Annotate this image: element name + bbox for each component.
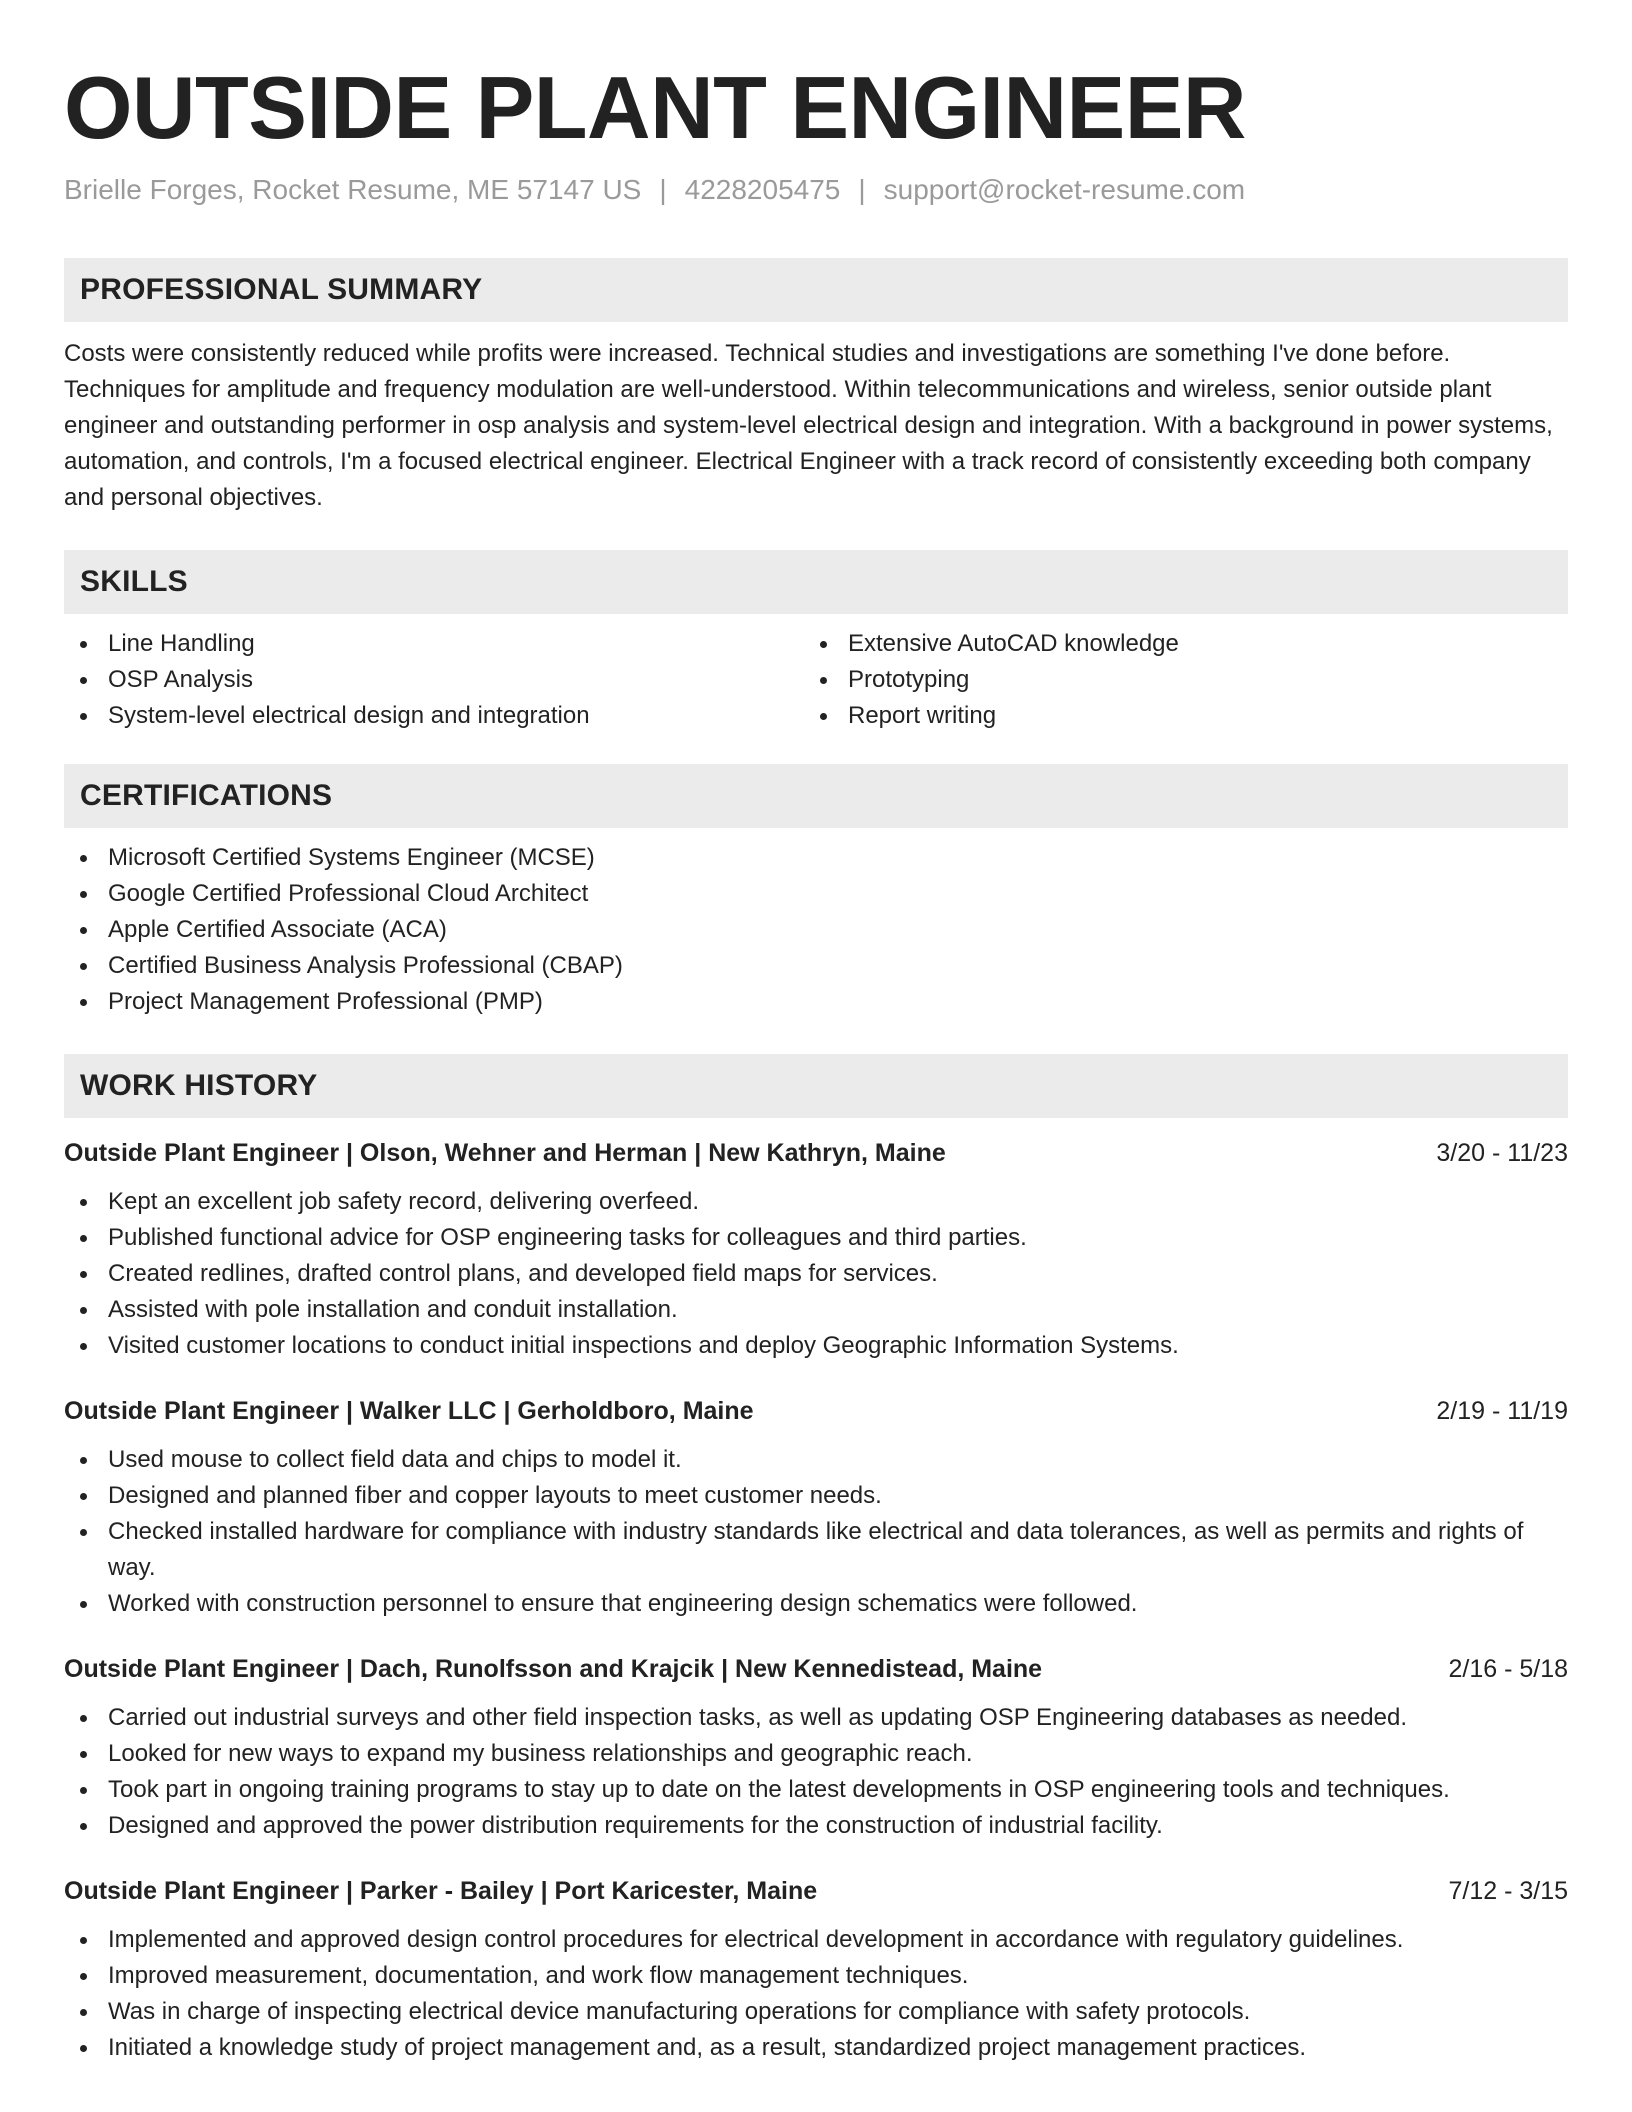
job-header [64, 1874, 1568, 1908]
list-item: Google Certified Professional Cloud Architect [64, 876, 1568, 912]
list-item: Prototyping [804, 662, 1568, 698]
job-entry [64, 1652, 1568, 1844]
contact-email: support@rocket-resume.com [883, 174, 1246, 205]
contact-separator: | [858, 174, 866, 205]
summary-section [64, 258, 1568, 516]
certifications-heading: CERTIFICATIONS [64, 764, 1568, 828]
job-header [64, 1136, 1568, 1170]
list-item: Line Handling [64, 626, 804, 662]
job-entry [64, 1874, 1568, 2066]
job-header [64, 1394, 1568, 1428]
list-item: Visited customer locations to conduct initial inspections and deploy Geographic Information Systems. [64, 1328, 1568, 1364]
work-history-section [64, 1054, 1568, 2066]
job-dates: 7/12 - 3/15 [1448, 1877, 1568, 1905]
list-item: Initiated a knowledge study of project management and, as a result, standardized project management practices. [64, 2030, 1568, 2066]
list-item: Extensive AutoCAD knowledge [804, 626, 1568, 662]
list-item: Microsoft Certified Systems Engineer (MCSE) [64, 840, 1568, 876]
job-title: Outside Plant Engineer | Olson, Wehner and Herman | New Kathryn, Maine [64, 1139, 946, 1167]
contact-address: Brielle Forges, Rocket Resume, ME 57147 US [64, 174, 642, 205]
skills-heading: SKILLS [64, 550, 1568, 614]
job-bullets [64, 1184, 1568, 1364]
job-dates: 2/19 - 11/19 [1436, 1397, 1568, 1425]
list-item: Project Management Professional (PMP) [64, 984, 1568, 1020]
summary-heading: PROFESSIONAL SUMMARY [64, 258, 1568, 322]
job-header [64, 1652, 1568, 1686]
skills-list-right [804, 626, 1568, 734]
list-item: Designed and approved the power distribution requirements for the construction of industrial facility. [64, 1808, 1568, 1844]
list-item: Used mouse to collect field data and chips to model it. [64, 1442, 1568, 1478]
job-dates: 3/20 - 11/23 [1436, 1139, 1568, 1167]
job-title: Outside Plant Engineer | Dach, Runolfsson and Krajcik | New Kennedistead, Maine [64, 1655, 1043, 1683]
contact-phone: 4228205475 [684, 174, 841, 205]
list-item: Implemented and approved design control procedures for electrical development in accordance with regulatory guidelines. [64, 1922, 1568, 1958]
list-item: Certified Business Analysis Professional (CBAP) [64, 948, 1568, 984]
job-title: Outside Plant Engineer | Parker - Bailey | Port Karicester, Maine [64, 1877, 818, 1905]
contact-separator: | [659, 174, 667, 205]
job-title: Outside Plant Engineer | Walker LLC | Gerholdboro, Maine [64, 1397, 754, 1425]
job-bullets [64, 1922, 1568, 2066]
contact-line [64, 174, 1568, 206]
list-item: Checked installed hardware for compliance with industry standards like electrical and data tolerances, as well as permits and rights of way. [64, 1514, 1568, 1586]
list-item: Apple Certified Associate (ACA) [64, 912, 1568, 948]
skills-list-left [64, 626, 804, 734]
job-bullets [64, 1442, 1568, 1622]
job-entry [64, 1136, 1568, 1364]
list-item: Carried out industrial surveys and other field inspection tasks, as well as updating OSP Engineering databases as needed. [64, 1700, 1568, 1736]
list-item: Assisted with pole installation and conduit installation. [64, 1292, 1568, 1328]
list-item: OSP Analysis [64, 662, 804, 698]
job-bullets [64, 1700, 1568, 1844]
skills-grid [64, 614, 1568, 734]
certifications-section [64, 764, 1568, 1020]
list-item: Was in charge of inspecting electrical device manufacturing operations for compliance with safety protocols. [64, 1994, 1568, 2030]
page-title: OUTSIDE PLANT ENGINEER [64, 58, 1246, 157]
list-item: Improved measurement, documentation, and work flow management techniques. [64, 1958, 1568, 1994]
list-item: Looked for new ways to expand my business relationships and geographic reach. [64, 1736, 1568, 1772]
list-item: Worked with construction personnel to ensure that engineering design schematics were followed. [64, 1586, 1568, 1622]
list-item: Designed and planned fiber and copper layouts to meet customer needs. [64, 1478, 1568, 1514]
list-item: Created redlines, drafted control plans, and developed field maps for services. [64, 1256, 1568, 1292]
job-entry [64, 1394, 1568, 1622]
list-item: System-level electrical design and integration [64, 698, 804, 734]
list-item: Published functional advice for OSP engineering tasks for colleagues and third parties. [64, 1220, 1568, 1256]
summary-text: Costs were consistently reduced while profits were increased. Technical studies and investigations are something I've done before. Techniques for amplitude and frequency modulation are well-understood. Within telecommunications and wireless, senior outside plant engineer and outstanding performer in osp analysis and system-level electrical design and integration. With a background in power systems, automation, and controls, I'm a focused electrical engineer. Electrical Engineer with a track record of consistently exceeding both company and personal objectives. [64, 340, 1553, 511]
skills-section [64, 550, 1568, 734]
list-item: Kept an excellent job safety record, delivering overfeed. [64, 1184, 1568, 1220]
list-item: Took part in ongoing training programs to stay up to date on the latest developments in OSP engineering tools and techniques. [64, 1772, 1568, 1808]
list-item: Report writing [804, 698, 1568, 734]
certifications-list [64, 840, 1568, 1020]
job-dates: 2/16 - 5/18 [1448, 1655, 1568, 1683]
work-history-heading: WORK HISTORY [64, 1054, 1568, 1118]
